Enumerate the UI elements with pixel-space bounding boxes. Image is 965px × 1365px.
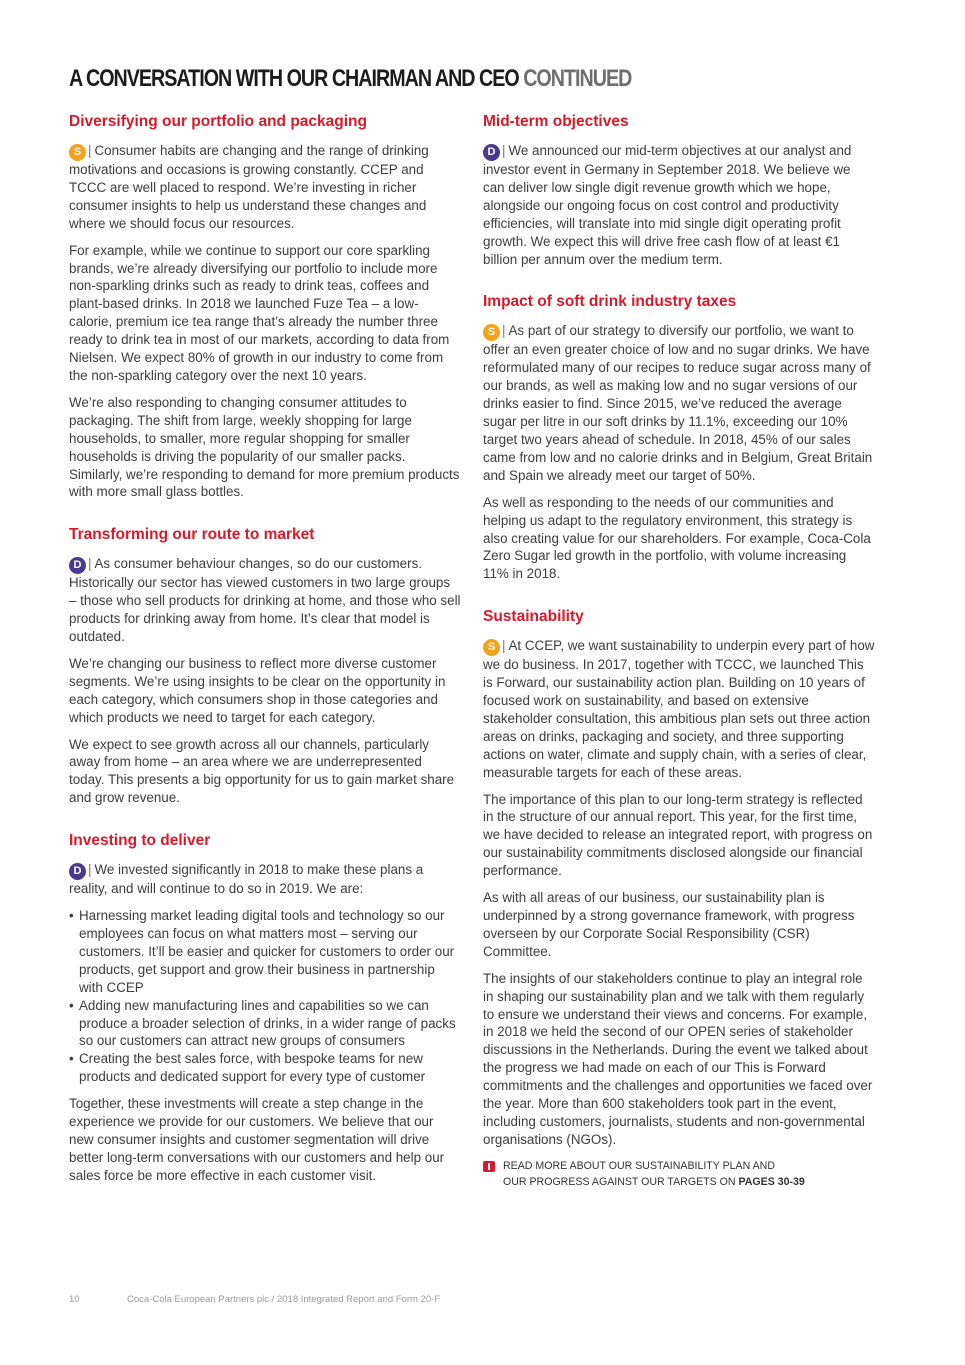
read-more-line-2: OUR PROGRESS AGAINST OUR TARGETS ON PAGES 30-39 bbox=[503, 1175, 805, 1188]
strategy-badge-s-icon: S bbox=[483, 324, 500, 341]
paragraph: The insights of our stakeholders continue to play an integral role in shaping our sustainability plan and we talk with them regularly to ensure we understand their views and concerns. For example, in 2018 we held the second of our OPEN series of stakeholder discussions in the Netherlands. During the event we talked about the progress we had made on each of our This is Forward commitments and the challenges and opportunities we faced over the year. More than 600 stakeholders took part in the event, including customers, journalists, students and non-governmental organisations (NGOs). bbox=[483, 970, 873, 1147]
section-heading: Mid-term objectives bbox=[483, 113, 629, 130]
strategy-badge-s-icon: S bbox=[69, 144, 86, 161]
section-sustainability bbox=[483, 607, 875, 1190]
investment-list bbox=[69, 907, 461, 1086]
paragraph: D | We invested significantly in 2018 to make these plans a reality, and will continue to do so in 2019. We are: bbox=[69, 862, 424, 897]
list-item: • Creating the best sales force, with bespoke teams for new products and dedicated support for every type of customer bbox=[69, 1050, 461, 1086]
footer-text: Coca-Cola European Partners plc / 2018 Integrated Report and Form 20-F bbox=[127, 1294, 441, 1305]
section-heading: Impact of soft drink industry taxes bbox=[483, 293, 737, 311]
page-number: 10 bbox=[69, 1294, 80, 1305]
strategy-badge-d-icon: D bbox=[69, 557, 86, 574]
paragraph: For example, while we continue to support our core sparkling brands, we’re already diversifying our portfolio to include more non-sparkling drinks such as ready to drink teas, coffees and plant-based drinks. In 2018 we launched Fuze Tea – a low-calorie, premium ice tea range that’s already the number three ready to drink tea in most of our markets, according to data from Nielsen. We expect 80% of growth in our industry to come from the non-sparkling category over the next 10 years. bbox=[69, 242, 450, 383]
section-heading: Sustainability bbox=[483, 608, 584, 626]
section-taxes bbox=[483, 292, 875, 583]
page-title-continued: CONTINUED bbox=[523, 65, 632, 92]
paragraph: We’re changing our business to reflect more diverse customer segments. We’re using insights to be clear on the opportunity in each category, which consumers shop in those categories and which products we need to target for each category. bbox=[69, 655, 446, 725]
paragraph: D | We announced our mid-term objectives at our analyst and investor event in Germany in September 2018. We believe we can deliver low single digit revenue growth which we hope, alongside our ongoing focus on cost control and productivity efficiencies, will translate into mid single digit operating profit growth. We expect this will drive free cash flow of at least €1 billion per annum over the medium term. bbox=[483, 143, 852, 267]
paragraph: We’re also responding to changing consumer attitudes to packaging. The shift from large, weekly shopping for large households, to smaller, more regular shopping for smaller households is driving the popularity of our smaller packs. Similarly, we’re responding to demand for more premium products with more small glass bottles. bbox=[69, 394, 460, 500]
page-title-main: A CONVERSATION WITH OUR CHAIRMAN AND CEO bbox=[69, 65, 519, 92]
section-route-to-market bbox=[69, 525, 461, 807]
strategy-badge-s-icon: S bbox=[483, 639, 500, 656]
section-heading: Diversifying our portfolio and packaging bbox=[69, 113, 367, 130]
left-column bbox=[69, 112, 461, 1209]
list-item: • Harnessing market leading digital tools and technology so our employees can focus on what matters most – serving our customers. It’ll be easier and quicker for customers to order our products, get support and grow their business in partnership with CCEP bbox=[69, 907, 461, 997]
section-mid-term bbox=[483, 112, 875, 268]
paragraph: As well as responding to the needs of our communities and helping us adapt to the regulatory environment, this strategy is also creating value for our shareholders. For example, Coca-Cola Zero Sugar led growth in the portfolio, with volume increasing 11% in 2018. bbox=[483, 494, 871, 582]
page-footer bbox=[69, 1294, 440, 1305]
section-diversifying bbox=[69, 112, 461, 501]
section-investing bbox=[69, 831, 461, 1185]
paragraph: S | At CCEP, we want sustainability to underpin every part of how we do business. In 2017, together with TCCC, we launched This is Forward, our sustainability action plan. Building on 10 years of focused work on sustainability, and based on extensive stakeholder consultation, this ambitious plan sets out three action areas on drinks, packaging and society, and three supporting actions on water, climate and supply chain, with a series of clear, measurable targets for each of these areas. bbox=[483, 638, 875, 780]
paragraph: We expect to see growth across all our channels, particularly away from home – an area where we are underrepresented today. This presents a big opportunity for us to gain market share and grow revenue. bbox=[69, 736, 455, 806]
book-icon bbox=[483, 1161, 495, 1172]
paragraph: S | As part of our strategy to diversify our portfolio, we want to offer an even greater choice of low and no sugar drinks. We have reformulated many of our recipes to reduce sugar across many of our brands, as well as making low and no sugar versions of our drinks easier to find. Since 2015, we’ve reduced the average sugar per litre in our soft drinks by 11.1%, exceeding our 10% target two years ahead of schedule. In 2018, 45% of our sales came from low and no calorie drinks and in Belgium, Great Britain and Spain we already meet our target of 50%. bbox=[483, 323, 873, 483]
paragraph: As with all areas of our business, our sustainability plan is underpinned by a strong governance framework, with progress overseen by our Corporate Social Responsibility (CSR) Committee. bbox=[483, 890, 855, 959]
list-item: • Adding new manufacturing lines and capabilities so we can produce a broader selection of drinks, in a wider range of packs so our customers can attract new groups of consumers bbox=[69, 997, 461, 1051]
paragraph: D | As consumer behaviour changes, so do our customers. Historically our sector has viewed customers in two large groups – those who sell products for drinking at home, and those who sell products for drinking away from home. It’s clear that model is outdated. bbox=[69, 556, 461, 645]
read-more-pages: PAGES 30-39 bbox=[738, 1175, 805, 1188]
read-more-link[interactable] bbox=[483, 1158, 875, 1190]
right-column bbox=[483, 112, 875, 1214]
section-heading: Investing to deliver bbox=[69, 832, 211, 850]
strategy-badge-d-icon: D bbox=[483, 144, 500, 161]
strategy-badge-d-icon: D bbox=[69, 863, 86, 880]
paragraph: S | Consumer habits are changing and the range of drinking motivations and occasions is growing constantly. CCEP and TCCC are well placed to respond. We’re investing in richer consumer insights to help us understand these changes and where we should focus our resources. bbox=[69, 143, 429, 231]
page-title bbox=[69, 64, 631, 94]
paragraph: Together, these investments will create a step change in the experience we provide for our customers. We believe that our new consumer insights and customer segmentation will drive better long-term conversations with our customers and help our sales force be more effective in each customer visit. bbox=[69, 1096, 445, 1183]
read-more-line-1: READ MORE ABOUT OUR SUSTAINABILITY PLAN AND bbox=[503, 1159, 775, 1172]
paragraph: The importance of this plan to our long-term strategy is reflected in the structure of our annual report. This year, for the first time, we have decided to release an integrated report, with progress on our sustainability commitments disclosed alongside our financial performance. bbox=[483, 791, 873, 879]
section-heading: Transforming our route to market bbox=[69, 526, 315, 544]
